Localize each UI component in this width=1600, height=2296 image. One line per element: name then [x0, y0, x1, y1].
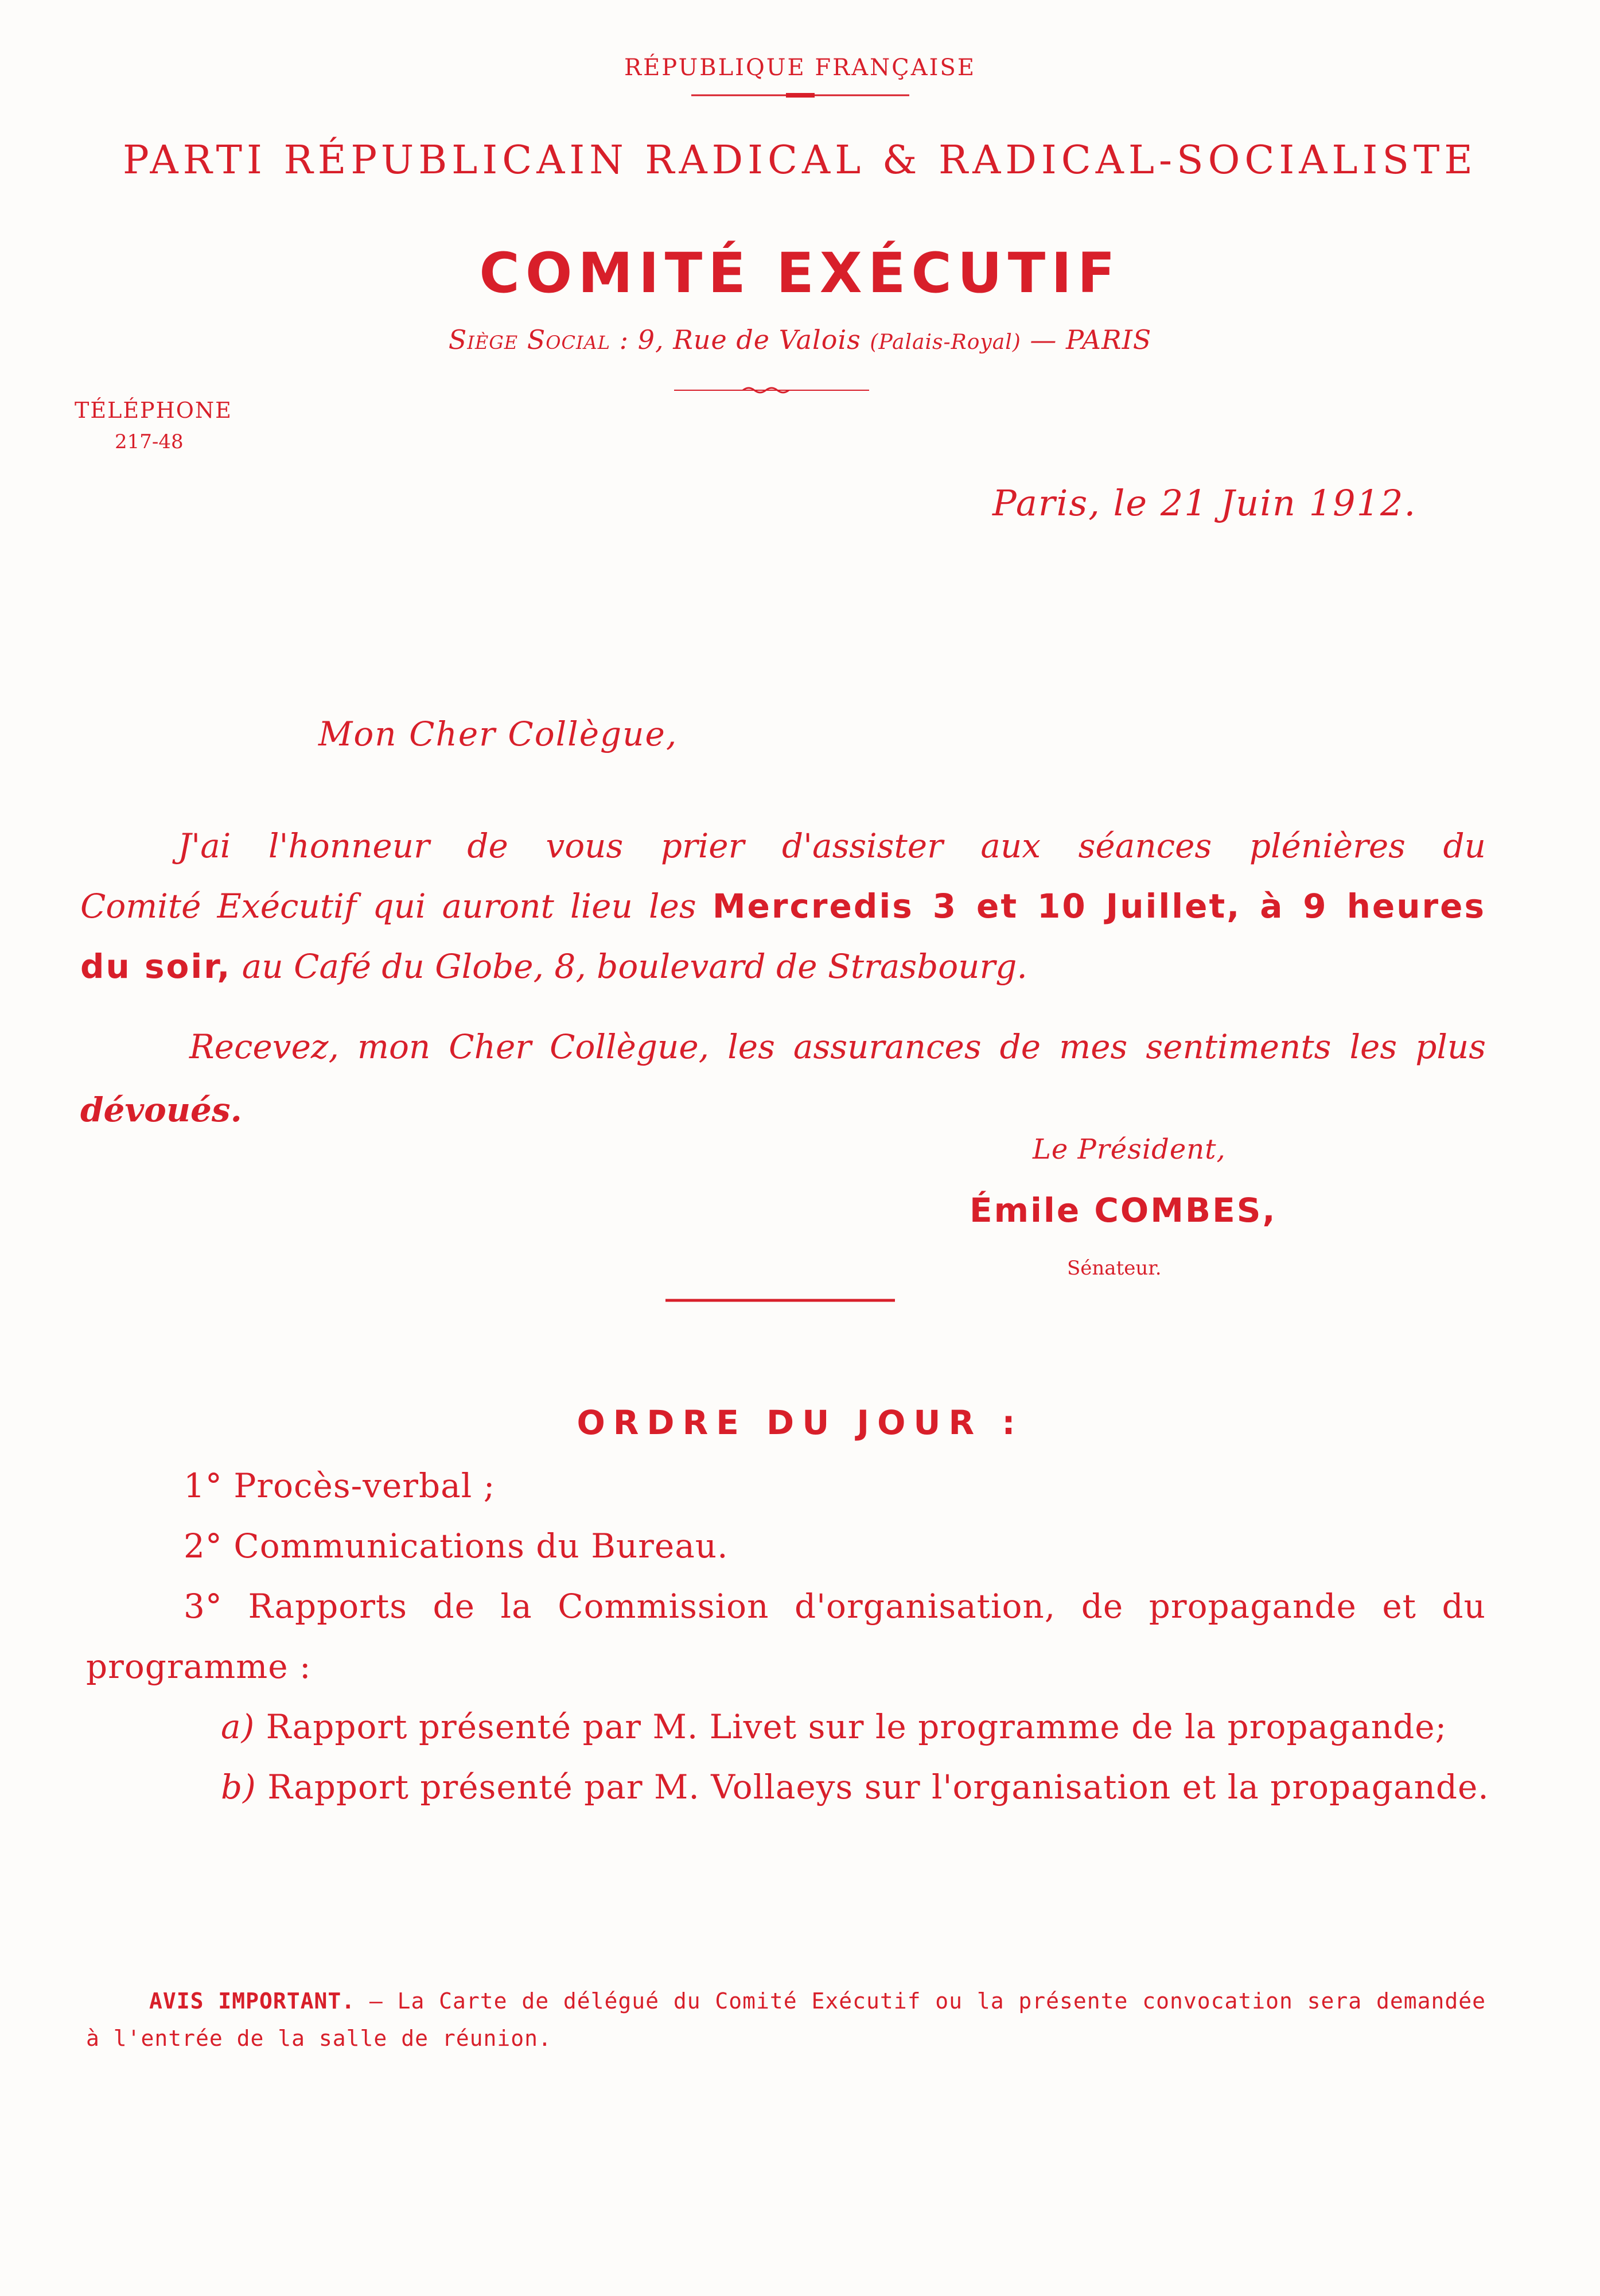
comite-title: COMITÉ EXÉCUTIF — [479, 241, 1121, 305]
important-notice — [149, 1988, 1486, 2014]
meeting-dates: Mercredis 3 et 10 Juillet, à 9 heures — [712, 887, 1486, 926]
agenda-item-3-cont: programme : — [86, 1647, 312, 1686]
siege-label: Siège Social — [448, 324, 610, 355]
telephone-label: TÉLÉPHONE — [75, 398, 232, 423]
sub-item-a-text: Rapport présenté par M. Livet sur le programme de la propagande; — [255, 1707, 1447, 1746]
letter-line-2 — [80, 887, 1486, 926]
agenda-title: ORDRE DU JOUR : — [577, 1403, 1023, 1442]
agenda-sub-item-a — [221, 1707, 1447, 1746]
sub-item-b-letter: b) — [221, 1767, 256, 1807]
ornament-divider-top — [691, 92, 909, 99]
siege-social-line — [0, 324, 1600, 355]
letter-line-3 — [80, 947, 1486, 986]
notice-text-1: — La Carte de délégué du Comité Exécutif ou la présente convocation sera demandée — [355, 1988, 1486, 2014]
ornament-divider-siege — [674, 386, 869, 395]
letter-line-1: J'ai l'honneur de vous prier d'assister aux séances plénières du — [178, 826, 1486, 865]
letter-date: Paris, le 21 Juin 1912. — [992, 482, 1417, 524]
signer-name: Émile COMBES, — [970, 1191, 1277, 1230]
signer-role: Sénateur. — [1067, 1257, 1162, 1280]
president-title: Le Président, — [1033, 1133, 1226, 1166]
meeting-place: au Café du Globe, 8, boulevard de Strasbourg. — [231, 947, 1027, 986]
siege-address: : 9, Rue de Valois — [610, 324, 870, 355]
sub-item-a-letter: a) — [221, 1707, 255, 1746]
agenda-item-2: 2° Communications du Bureau. — [184, 1526, 729, 1565]
telephone-number: 217-48 — [115, 430, 184, 453]
section-divider — [665, 1298, 895, 1303]
letter-line-5: dévoués. — [80, 1090, 242, 1129]
letter-line-4: Recevez, mon Cher Collègue, les assurances de mes sentiments les plus — [189, 1027, 1486, 1066]
siege-palais: (Palais-Royal) — [870, 331, 1021, 354]
agenda-item-3: 3° Rapports de la Commission d'organisation, de propagande et du — [184, 1587, 1486, 1626]
salutation: Mon Cher Collègue, — [318, 714, 678, 753]
letter-line-2a: Comité Exécutif qui auront lieu les — [80, 887, 713, 926]
republique-heading: RÉPUBLIQUE FRANÇAISE — [624, 55, 976, 81]
agenda-sub-item-b — [221, 1767, 1489, 1807]
sub-item-b-text: Rapport présenté par M. Vollaeys sur l'organisation et la propagande. — [256, 1767, 1489, 1807]
notice-label: AVIS IMPORTANT. — [149, 1988, 356, 2014]
parti-title: PARTI RÉPUBLICAIN RADICAL & RADICAL-SOCIALISTE — [123, 138, 1477, 183]
notice-text-2: à l'entrée de la salle de réunion. — [86, 2026, 552, 2051]
siege-city: — PARIS — [1021, 324, 1152, 355]
agenda-item-1: 1° Procès-verbal ; — [184, 1466, 496, 1505]
meeting-time: du soir, — [80, 947, 232, 986]
